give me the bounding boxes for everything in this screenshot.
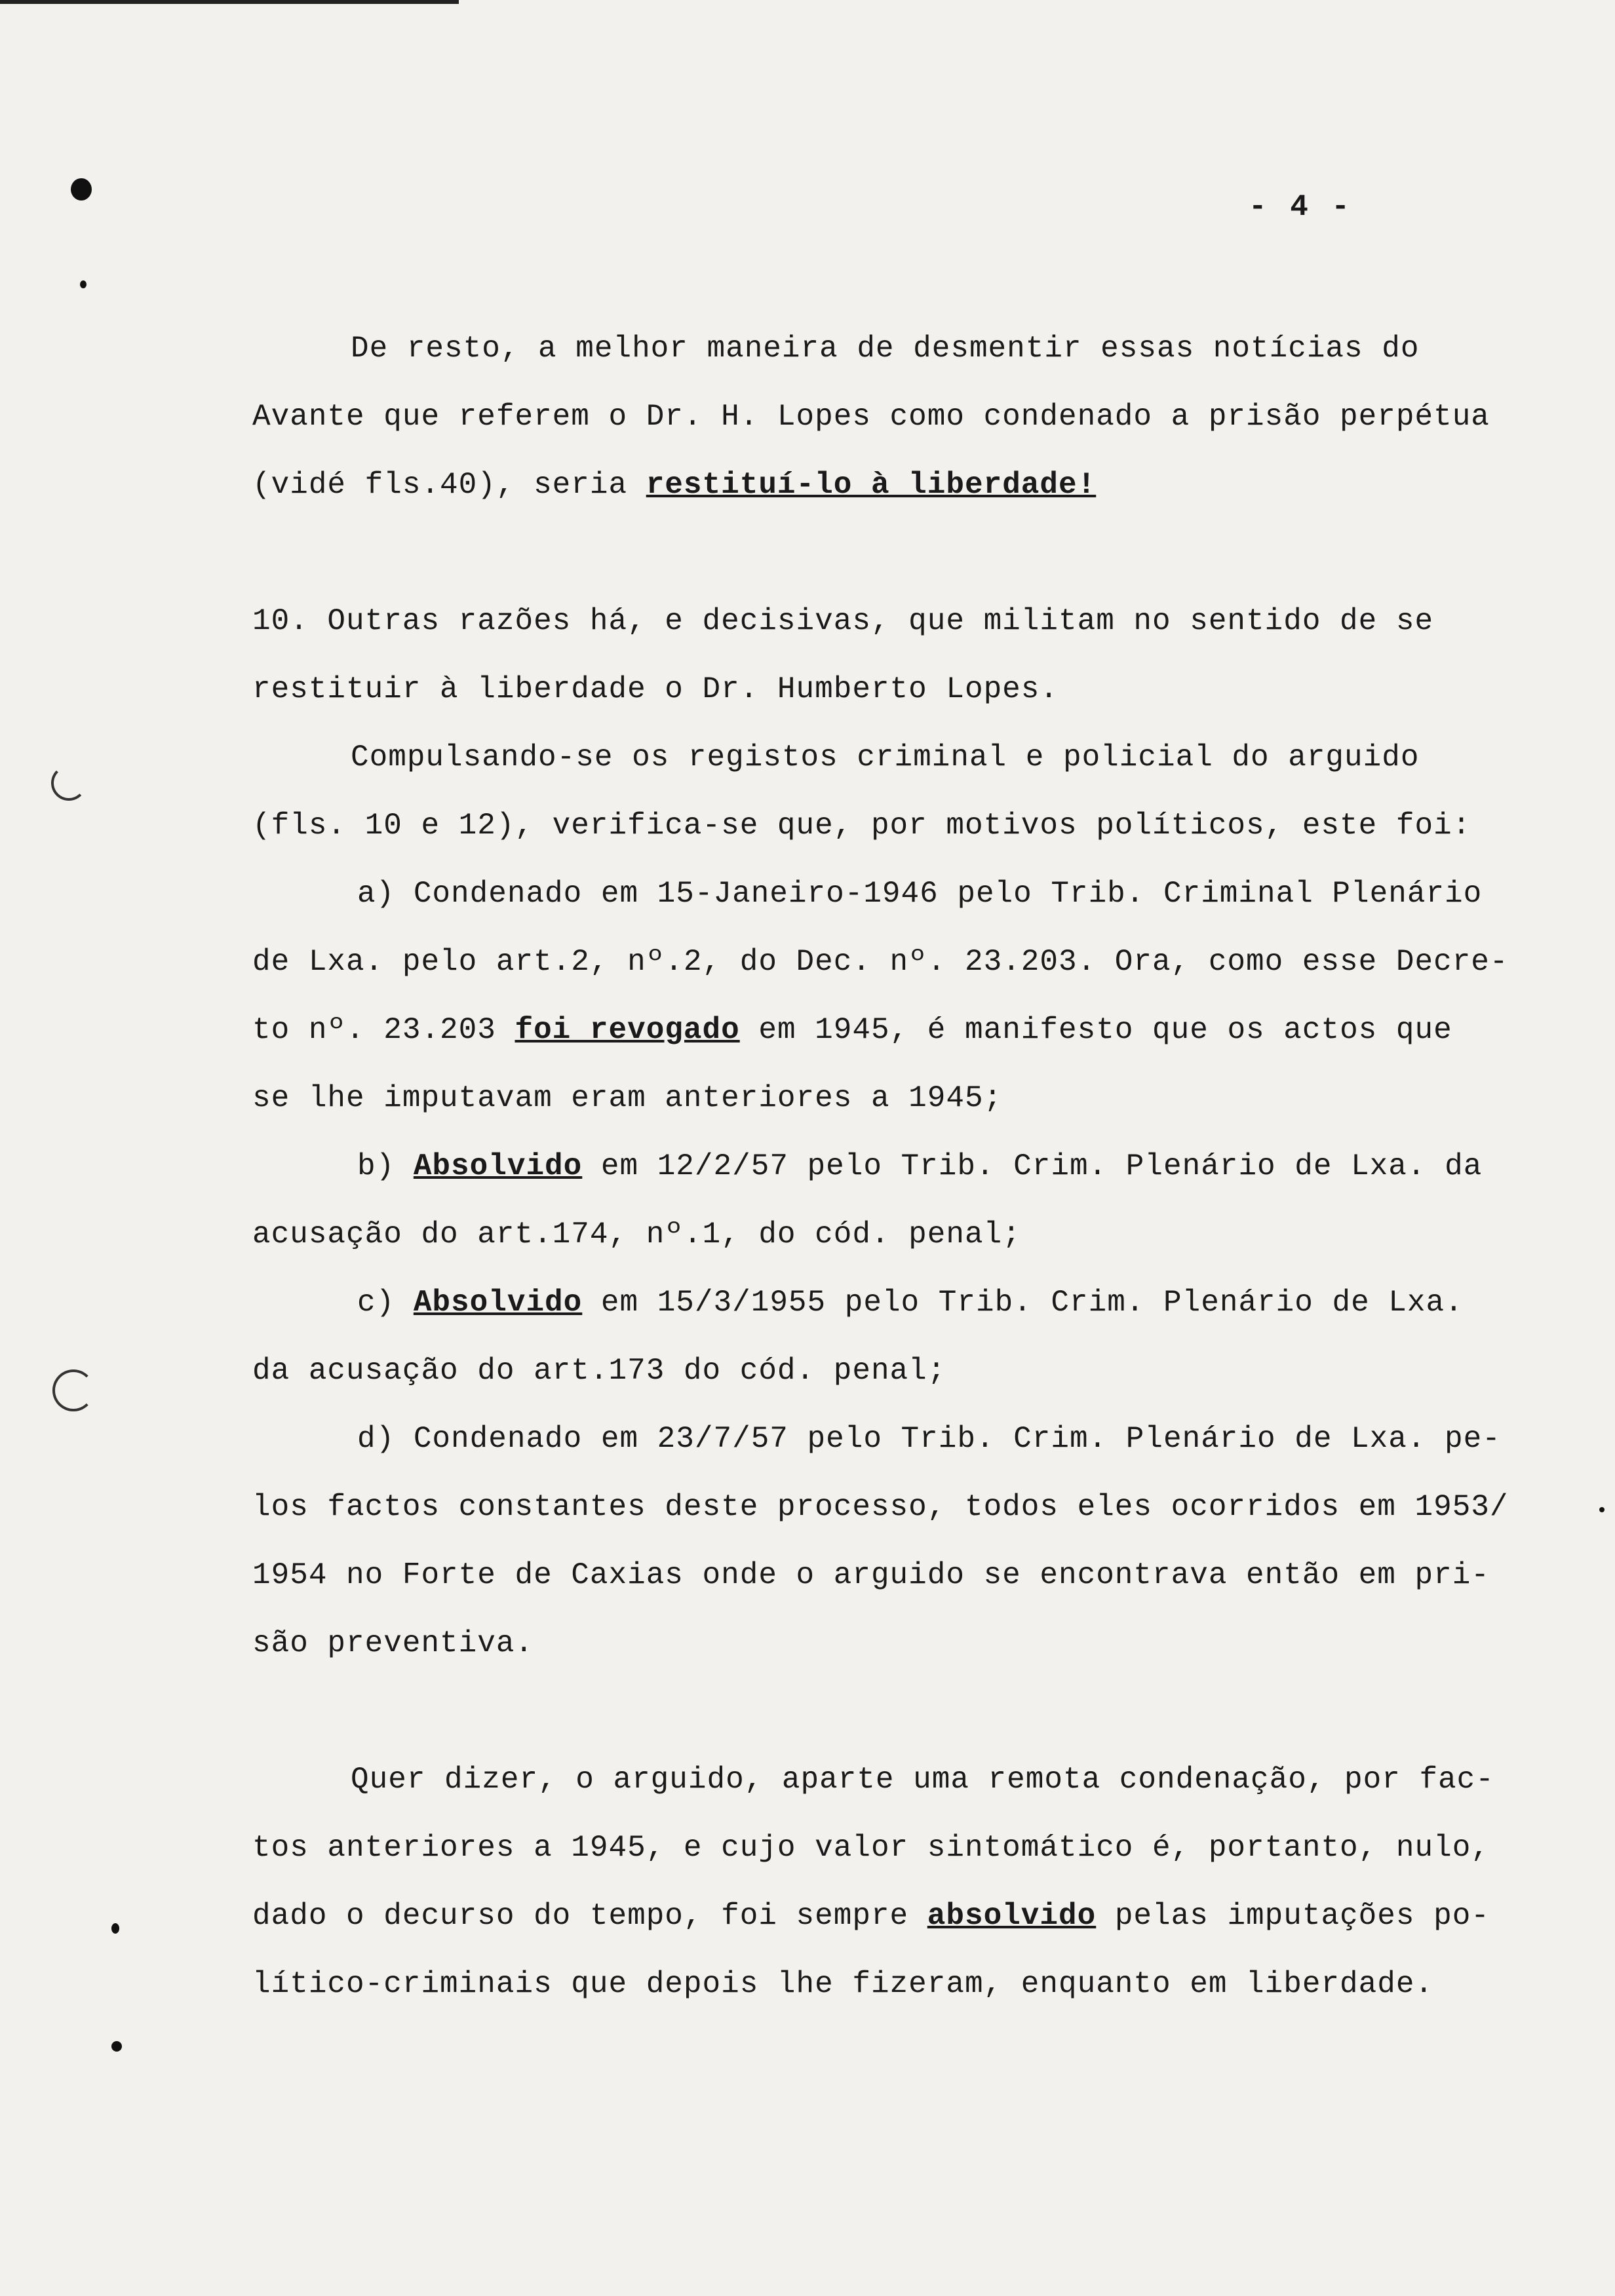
paragraph-10 bbox=[252, 587, 1557, 723]
text-line: 1954 no Forte de Caxias onde o arguido se encontrava então em pri- bbox=[252, 1558, 1490, 1592]
scan-speck bbox=[111, 1923, 119, 1934]
scan-arc-mark bbox=[52, 1369, 94, 1411]
text-line: a) Condenado em 15-Janeiro-1946 pelo Trib. Criminal Plenário bbox=[357, 877, 1483, 911]
punch-hole-mark bbox=[71, 178, 92, 201]
text-run: c) bbox=[357, 1286, 414, 1320]
text-line bbox=[252, 996, 1557, 1064]
text-line: são preventiva. bbox=[252, 1626, 534, 1660]
text-line: restituir à liberdade o Dr. Humberto Lopes. bbox=[252, 672, 1059, 706]
text-run: em 15/3/1955 pelo Trib. Crim. Plenário de Lxa. bbox=[582, 1286, 1464, 1320]
document-body bbox=[252, 315, 1557, 2018]
text-line: los factos constantes deste processo, todos eles ocorridos em 1953/ bbox=[252, 1490, 1509, 1524]
underlined-phrase: Absolvido bbox=[413, 1149, 583, 1183]
text-line: Avante que referem o Dr. H. Lopes como condenado a prisão perpétua bbox=[252, 400, 1490, 434]
text-run: pelas imputações po- bbox=[1096, 1899, 1490, 1933]
text-run: to nº. 23.203 bbox=[252, 1013, 515, 1047]
list-item-c bbox=[252, 1269, 1557, 1405]
text-line: (fls. 10 e 12), verifica-se que, por motivos políticos, este foi: bbox=[252, 809, 1471, 843]
text-line: lítico-criminais que depois lhe fizeram, enquanto em liberdade. bbox=[252, 1967, 1434, 2001]
text-line bbox=[252, 1132, 1557, 1200]
text-run: dado o decurso do tempo, foi sempre bbox=[252, 1899, 927, 1933]
text-line: acusação do art.174, nº.1, do cód. penal; bbox=[252, 1217, 1021, 1252]
text-run: em 12/2/57 pelo Trib. Crim. Plenário de Lxa. da bbox=[582, 1149, 1483, 1183]
list-item-b bbox=[252, 1132, 1557, 1269]
paragraph-registos bbox=[252, 723, 1557, 860]
top-edge-rule bbox=[0, 0, 459, 4]
text-line: Quer dizer, o arguido, aparte uma remota condenação, por fac- bbox=[351, 1763, 1494, 1797]
scan-arc-mark bbox=[51, 765, 87, 801]
text-line: se lhe imputavam eram anteriores a 1945; bbox=[252, 1081, 1003, 1115]
text-line: De resto, a melhor maneira de desmentir essas notícias do bbox=[351, 332, 1420, 366]
paragraph-conclusao bbox=[252, 1746, 1557, 2018]
text-line bbox=[252, 451, 1557, 519]
list-item-d bbox=[252, 1405, 1557, 1677]
text-run: em 1945, é manifesto que os actos que bbox=[739, 1013, 1452, 1047]
paragraph-avante bbox=[252, 315, 1557, 519]
scan-speck bbox=[1599, 1507, 1605, 1512]
page-number: - 4 - bbox=[1249, 190, 1353, 224]
text-run: (vidé fls.40), seria bbox=[252, 468, 646, 502]
scan-speck bbox=[111, 2041, 122, 2052]
text-run: b) bbox=[357, 1149, 414, 1183]
scan-speck bbox=[80, 280, 87, 288]
text-line: tos anteriores a 1945, e cujo valor sintomático é, portanto, nulo, bbox=[252, 1831, 1490, 1865]
underlined-phrase: absolvido bbox=[927, 1899, 1097, 1933]
underlined-phrase: Absolvido bbox=[413, 1286, 583, 1320]
underlined-phrase: foi revogado bbox=[515, 1013, 740, 1047]
text-line: da acusação do art.173 do cód. penal; bbox=[252, 1354, 946, 1388]
list-item-a bbox=[252, 860, 1557, 1132]
text-line: de Lxa. pelo art.2, nº.2, do Dec. nº. 23.203. Ora, como esse Decre- bbox=[252, 945, 1509, 979]
underlined-phrase: restituí-lo à liberdade! bbox=[646, 468, 1097, 502]
text-line bbox=[252, 1269, 1557, 1337]
text-line: 10. Outras razões há, e decisivas, que militam no sentido de se bbox=[252, 604, 1434, 638]
text-line: d) Condenado em 23/7/57 pelo Trib. Crim. Plenário de Lxa. pe- bbox=[357, 1422, 1501, 1456]
text-line bbox=[252, 1882, 1557, 1950]
text-line: Compulsando-se os registos criminal e policial do arguido bbox=[351, 740, 1420, 775]
